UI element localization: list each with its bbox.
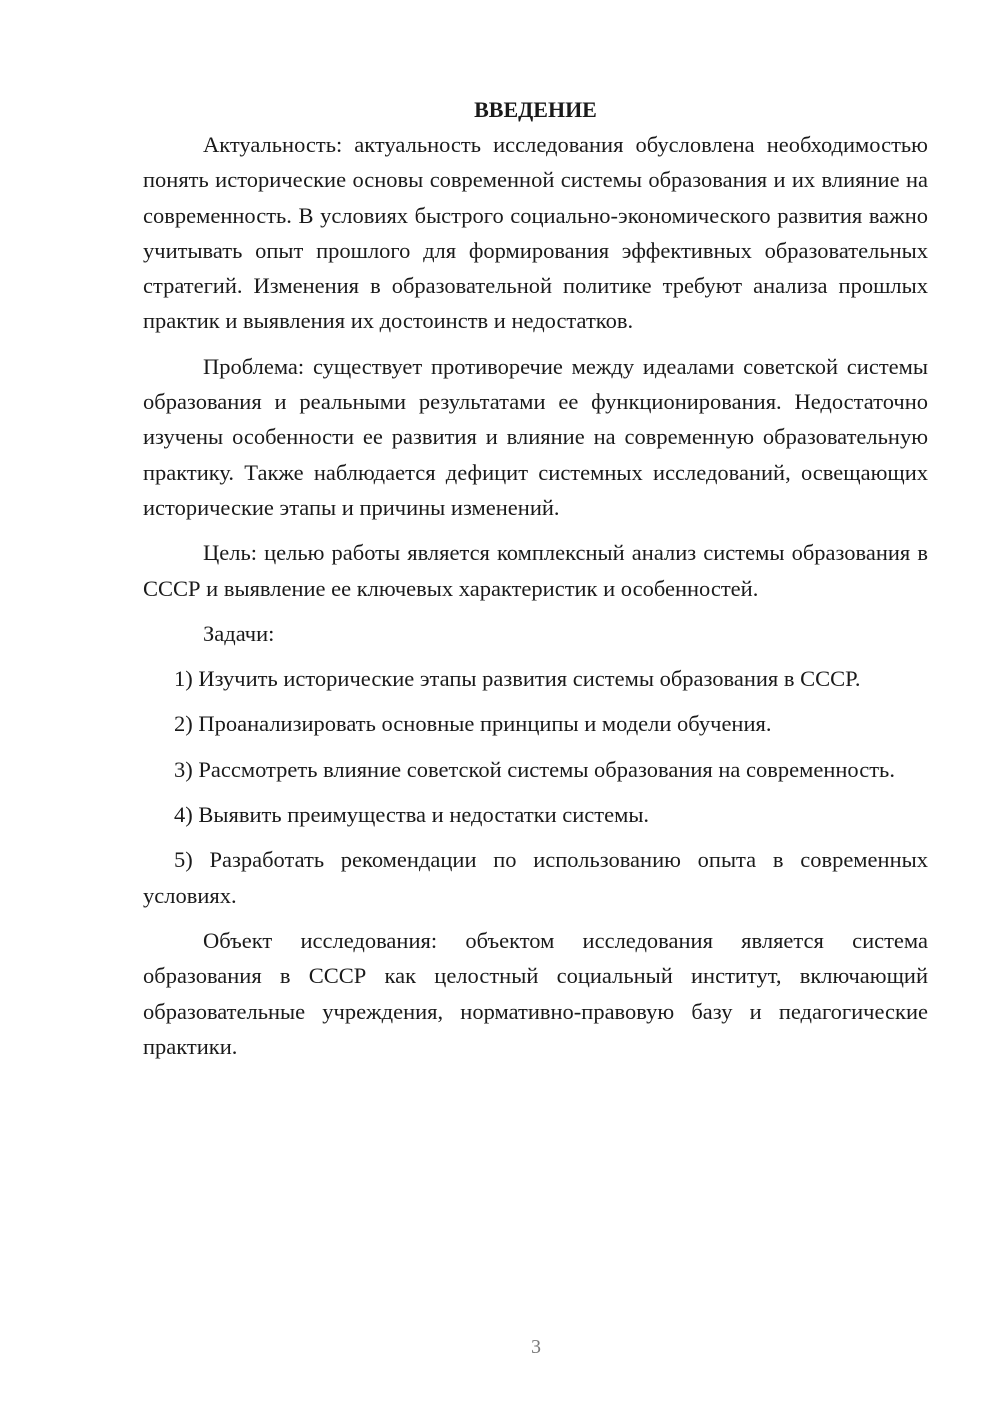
section-title: ВВЕДЕНИЕ [474, 97, 597, 122]
paragraph-tasks-heading: Задачи: [203, 620, 275, 646]
page-number: 3 [531, 1336, 541, 1358]
task-item-2: 2) Проанализировать основные принципы и модели обучения. [174, 711, 772, 737]
paragraph-object: Объект исследования: объектом исследования является система образования в СССР как целостный социальный институт, включающий образовательные учреждения, нормативно-правовую базу и педагогические практики. [143, 927, 928, 1059]
paragraph-relevance: Актуальность: актуальность исследования обусловлена необходимостью понять исторические основы современной системы образования и их влияние на современность. В условиях быстрого социально-экономического развития важно учитывать опыт прошлого для формирования эффективных образовательных стратегий. Изменения в образовательной политике требуют анализа прошлых практик и выявления их достоинств и недостатков. [143, 132, 928, 334]
paragraph-goal: Цель: целью работы является комплексный анализ системы образования в СССР и выявление ее ключевых характеристик и особенностей. [143, 540, 928, 601]
task-item-3: 3) Рассмотреть влияние советской системы образования на современность. [174, 756, 895, 782]
document-body [143, 92, 928, 1064]
task-item-5: 5) Разработать рекомендации по использованию опыта в современных условиях. [143, 847, 928, 908]
task-item-4: 4) Выявить преимущества и недостатки системы. [174, 802, 650, 828]
task-item-1: 1) Изучить исторические этапы развития системы образования в СССР. [174, 666, 861, 692]
paragraph-problem: Проблема: существует противоречие между идеалами советской системы образования и реальными результатами ее функционирования. Недостаточно изучены особенности ее развития и влияние на современную образовательную практику. Также наблюдается дефицит системных исследований, освещающих исторические этапы и причины изменений. [143, 353, 928, 520]
